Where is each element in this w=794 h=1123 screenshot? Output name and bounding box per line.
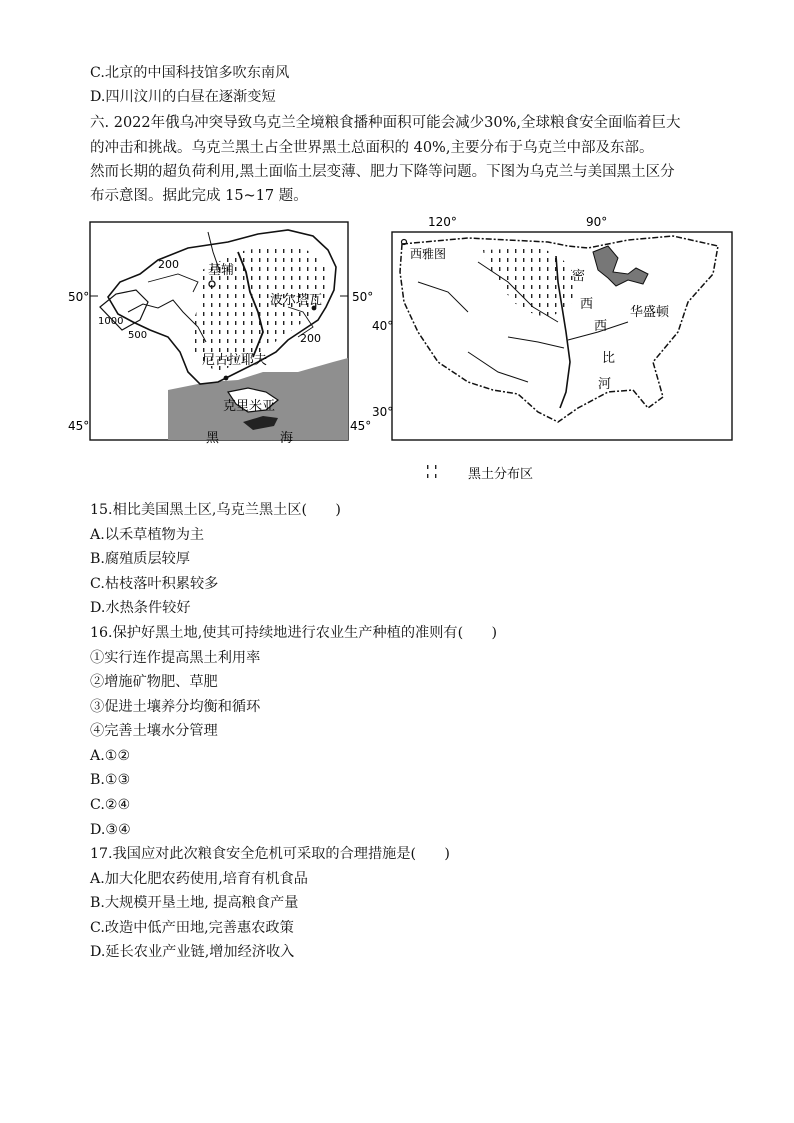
mykolaiv-marker xyxy=(224,376,229,381)
q17-option-c[interactable]: C.改造中低产田地,完善惠农政策 xyxy=(90,920,294,936)
label-crimea: 克里米亚 xyxy=(223,399,276,414)
ukraine-lat-50-right: 50° xyxy=(352,290,374,304)
city-label-mykolaiv: 尼古拉耶夫 xyxy=(202,353,268,368)
q16-statement-4: ④完善土壤水分管理 xyxy=(90,723,218,739)
intro-line-3: 然而长期的超负荷利用,黑土面临土层变薄、肥力下降等问题。下图为乌克兰与美国黑土区分 xyxy=(90,164,675,180)
river-label-bi: 比 xyxy=(602,351,616,366)
map-svg xyxy=(68,212,736,494)
usa-lon-120: 120° xyxy=(428,215,457,229)
q16-option-b[interactable]: B.①③ xyxy=(90,772,131,788)
q17-stem: 17.我国应对此次粮食安全危机可采取的合理措施是( ) xyxy=(90,846,450,862)
contour-label-1000: 1000 xyxy=(98,316,124,327)
usa-lon-90: 90° xyxy=(586,215,608,229)
intro-line-1: 六. 2022年俄乌冲突导致乌克兰全境粮食播种面积可能会减少30%,全球粮食安全面临着巨大 xyxy=(90,115,681,131)
legend-swatch xyxy=(424,464,442,480)
prev-option-d: D.四川汶川的白昼在逐渐变短 xyxy=(90,89,276,105)
q15-option-b[interactable]: B.腐殖质层较厚 xyxy=(90,551,191,567)
intro-line-4: 布示意图。据此完成 15~17 题。 xyxy=(90,188,308,204)
river-label-xi-1: 西 xyxy=(580,297,594,312)
q16-statement-3: ③促进土壤养分均衡和循环 xyxy=(90,699,261,715)
prev-option-c: C.北京的中国科技馆多吹东南风 xyxy=(90,65,290,81)
q15-option-d[interactable]: D.水热条件较好 xyxy=(90,600,191,616)
river-label-mi: 密 xyxy=(572,269,586,284)
ukraine-lat-45-left: 45° xyxy=(68,419,90,433)
label-black: 黑 xyxy=(206,431,220,446)
city-label-poltava: 波尔塔瓦 xyxy=(270,293,323,308)
q15-option-c[interactable]: C.枯枝落叶积累较多 xyxy=(90,576,219,592)
river-label-xi-2: 西 xyxy=(594,319,608,334)
q15-option-a[interactable]: A.以禾草植物为主 xyxy=(90,527,205,543)
contour-label-200b: 200 xyxy=(300,332,321,345)
usa-lat-40: 40° xyxy=(372,319,394,333)
q17-option-a[interactable]: A.加大化肥农药使用,培育有机食品 xyxy=(90,871,308,887)
q16-option-c[interactable]: C.②④ xyxy=(90,797,131,813)
q16-stem: 16.保护好黑土地,使其可持续地进行农业生产种植的准则有( ) xyxy=(90,625,498,641)
city-label-washington: 华盛顿 xyxy=(630,305,670,320)
q16-statement-1: ①实行连作提高黑土利用率 xyxy=(90,650,261,666)
contour-label-500: 500 xyxy=(128,330,148,341)
q17-option-b[interactable]: B.大规模开垦土地, 提高粮食产量 xyxy=(90,895,299,911)
ukraine-map xyxy=(68,222,373,446)
label-sea: 海 xyxy=(280,431,294,446)
q16-option-d[interactable]: D.③④ xyxy=(90,822,131,838)
city-label-kyiv: 基辅 xyxy=(208,263,235,278)
usa-lat-30: 30° xyxy=(372,405,394,419)
city-label-seattle: 西雅图 xyxy=(410,247,447,261)
q16-option-a[interactable]: A.①② xyxy=(90,748,131,764)
legend-label: 黑土分布区 xyxy=(468,467,534,482)
q15-stem: 15.相比美国黑土区,乌克兰黑土区( ) xyxy=(90,502,341,518)
contour-label-200a: 200 xyxy=(158,258,179,271)
map-legend xyxy=(424,464,533,482)
river-label-he: 河 xyxy=(598,377,612,392)
ukraine-lat-45-right: 45° xyxy=(350,419,372,433)
intro-line-2: 的冲击和挑战。乌克兰黑土占全世界黑土总面积的 40%,主要分布于乌克兰中部及东部。 xyxy=(90,140,654,156)
q17-option-d[interactable]: D.延长农业产业链,增加经济收入 xyxy=(90,944,295,960)
q16-statement-2: ②增施矿物肥、草肥 xyxy=(90,674,218,690)
usa-map xyxy=(372,215,732,440)
ukraine-lat-50-left: 50° xyxy=(68,290,90,304)
blacksoil-map-figure xyxy=(68,212,736,494)
